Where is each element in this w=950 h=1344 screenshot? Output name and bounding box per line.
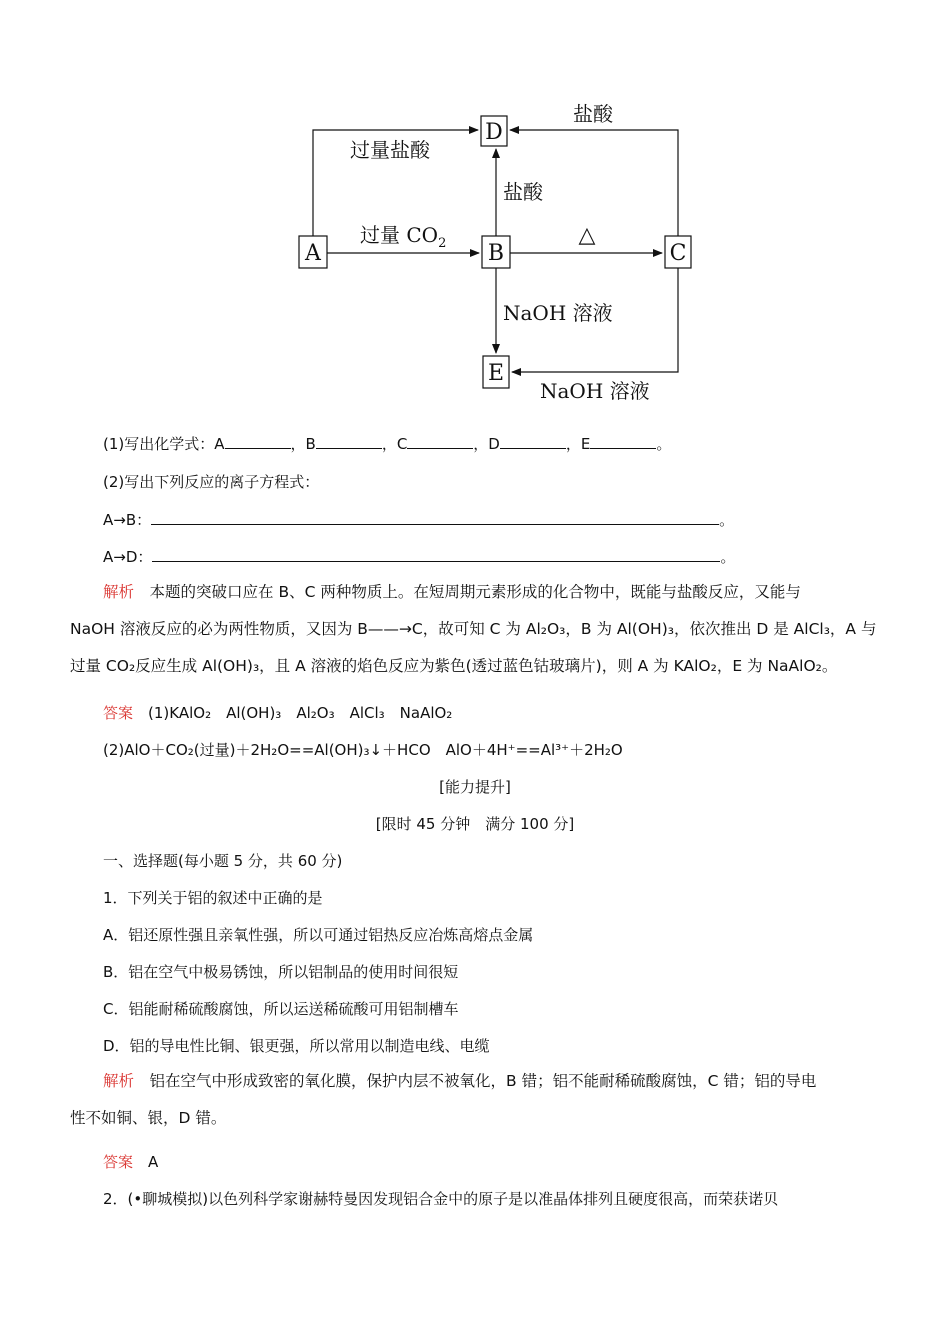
- reaction-diagram: [0, 0, 950, 420]
- blank-a[interactable]: [225, 434, 291, 449]
- section-title: [能力提升]: [439, 778, 511, 796]
- question-1-option-c[interactable]: C．铝能耐稀硫酸腐蚀，所以运送稀硫酸可用铝制槽车: [103, 1000, 459, 1018]
- q1-sep-b: ，B: [290, 435, 316, 453]
- node-e: E: [487, 361, 505, 386]
- label-b-to-d: 盐酸: [503, 180, 543, 204]
- answer-1-line-1: [103, 703, 452, 723]
- analysis-1-tag: 解析: [103, 583, 135, 601]
- part-1-heading: 一、选择题(每小题 5 分，共 60 分): [103, 852, 343, 870]
- q2-title: (2)写出下列反应的离子方程式：: [103, 473, 320, 491]
- label-c-to-d: 盐酸: [573, 102, 613, 126]
- analysis-2-tag: 解析: [103, 1072, 135, 1090]
- q2-ad-line: [103, 547, 735, 567]
- node-a: A: [305, 241, 321, 266]
- label-a-to-b: 过量 $CO_2$: [360, 223, 447, 251]
- answer-1-tag: 答案: [103, 704, 134, 722]
- blank-ad[interactable]: [152, 547, 720, 562]
- q2-ad-label: A→D：: [103, 548, 153, 566]
- label-a-to-d: 过量盐酸: [350, 138, 430, 162]
- q1-sep-e: ，E: [565, 435, 591, 453]
- analysis-2-line-2: 性不如铜、银，D 错。: [70, 1109, 227, 1127]
- blank-e[interactable]: [590, 434, 656, 449]
- label-b-to-e: NaOH 溶液: [503, 301, 613, 325]
- question-2-stem: 2．(•聊城模拟)以色列科学家谢赫特曼因发现铝合金中的原子是以准晶体排列且硬度很高，而荣获诺贝: [103, 1190, 779, 1208]
- question-1-option-b[interactable]: B．铝在空气中极易锈蚀，所以铝制品的使用时间很短: [103, 963, 459, 981]
- analysis-2: [70, 1063, 880, 1137]
- answer-2-line: [103, 1152, 158, 1172]
- q1-prefix: (1)写出化学式：A: [103, 435, 225, 453]
- q2-ab-end: 。: [719, 511, 735, 529]
- q1-line: [103, 434, 671, 454]
- answer-1-line-2: (2)AlO＋CO₂(过量)＋2H₂O==Al(OH)₃↓＋HCO AlO＋4H⁺==Al³⁺＋2H₂O: [103, 741, 623, 759]
- blank-c[interactable]: [407, 434, 473, 449]
- q2-ab-line: [103, 510, 734, 530]
- answer-2-tag: 答案: [103, 1153, 134, 1171]
- blank-b[interactable]: [316, 434, 382, 449]
- label-b-to-c: △: [578, 223, 596, 248]
- q1-sep-d: ，D: [473, 435, 500, 453]
- analysis-2-line-1: 铝在空气中形成致密的氧化膜，保护内层不被氧化，B 错；铝不能耐稀硫酸腐蚀，C 错；铝的导电: [134, 1072, 817, 1090]
- analysis-1-line-2: NaOH 溶液反应的必为两性物质，又因为 B——→C，故可知 C 为 Al₂O₃，B 为 Al(OH)₃，依次推出 D 是 AlCl₃，A 与: [70, 620, 877, 638]
- question-1-option-d[interactable]: D．铝的导电性比铜、银更强，所以常用以制造电线、电缆: [103, 1037, 490, 1055]
- blank-ab[interactable]: [151, 510, 719, 525]
- q2-ad-end: 。: [720, 548, 736, 566]
- label-c-to-e: NaOH 溶液: [540, 379, 650, 403]
- analysis-1: [70, 574, 880, 685]
- analysis-1-line-3: 过量 CO₂反应生成 Al(OH)₃，且 A 溶液的焰色反应为紫色(透过蓝色钴玻璃片)，则 A 为 KAlO₂，E 为 NaAlO₂。: [70, 657, 838, 675]
- analysis-1-line-1: 本题的突破口应在 B、C 两种物质上。在短周期元素形成的化合物中，既能与盐酸反应，又能与: [134, 583, 801, 601]
- answer-2-text: A: [133, 1153, 159, 1171]
- q2-ab-label: A→B：: [103, 511, 152, 529]
- answer-1-text-1: (1)KAlO₂ Al(OH)₃ Al₂O₃ AlCl₃ NaAlO₂: [133, 704, 453, 722]
- q1-end: 。: [656, 435, 672, 453]
- node-b: B: [487, 241, 505, 266]
- blank-d[interactable]: [500, 434, 566, 449]
- q1-sep-c: ，C: [381, 435, 408, 453]
- question-1-stem: 1．下列关于铝的叙述中正确的是: [103, 889, 323, 907]
- node-c: C: [669, 241, 687, 266]
- section-subtitle: [限时 45 分钟 满分 100 分]: [375, 815, 575, 833]
- question-1-option-a[interactable]: A．铝还原性强且亲氧性强，所以可通过铝热反应冶炼高熔点金属: [103, 926, 534, 944]
- node-d: D: [485, 120, 503, 145]
